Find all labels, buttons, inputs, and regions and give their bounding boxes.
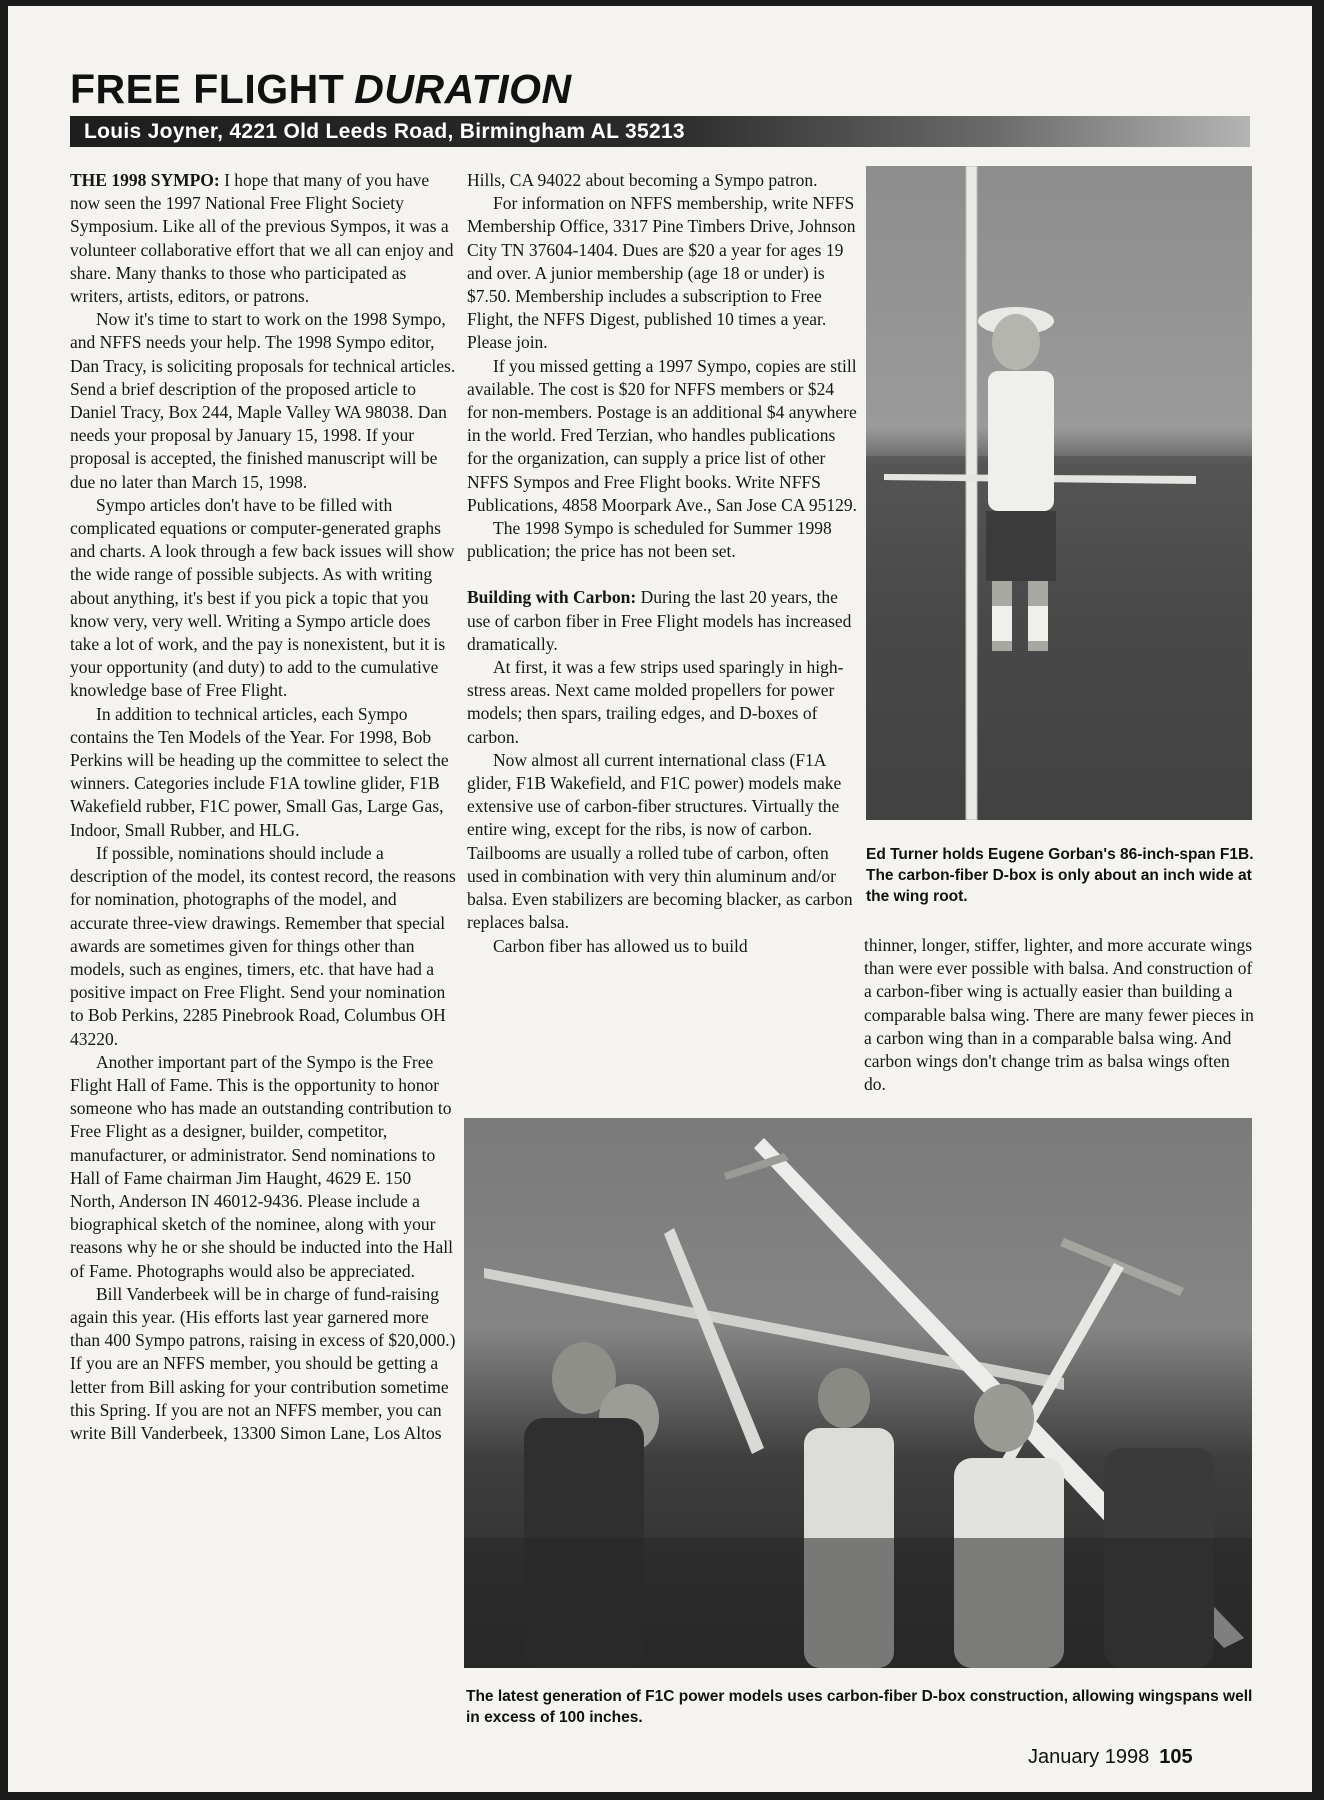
page-footer	[1028, 1746, 1193, 1769]
paragraph: At first, it was a few strips used sparingly in high-stress areas. Next came molded propellers for power models; then spars, trailing edges, and D-boxes of carbon.	[467, 657, 844, 747]
photo2-caption: The latest generation of F1C power models uses carbon-fiber D-box construction, allowing wingspans well in excess of 100 inches.	[466, 1688, 1253, 1726]
photo-f1c-power-models	[464, 1118, 1252, 1668]
photo-f1c-illustration	[464, 1118, 1252, 1668]
paragraph: Now it's time to start to work on the 1998 Sympo, and NFFS needs your help. The 1998 Sympo editor, Dan Tracy, is soliciting proposals for technical articles. Send a brief description of the proposed article to Daniel Tracy, Box 244, Maple Valley WA 98038. Dan needs your proposal by January 15, 1998. If your proposal is accepted, the finished manuscript will be due no later than March 15, 1998.	[70, 309, 456, 492]
article-column-2	[467, 169, 857, 958]
magazine-page	[8, 6, 1312, 1792]
article-column-3	[864, 934, 1254, 1096]
paragraph: Hills, CA 94022 about becoming a Sympo patron.	[467, 170, 818, 190]
paragraph: If you missed getting a 1997 Sympo, copies are still available. The cost is $20 for NFFS members or $24 for non-members. Postage is an additional $4 anywhere in the world. Fred Terzian, who handles publications for the organization, can supply a price list of other NFFS Sympos and Free Flight books. Write NFFS Publications, 4858 Moorpark Ave., San Jose CA 95129.	[467, 355, 858, 515]
paragraph: Bill Vanderbeek will be in charge of fund-raising again this year. (His efforts last year garnered more than 400 Sympo patrons, raising in excess of $20,000.) If you are an NFFS member, you should be getting a letter from Bill asking for your contribution sometime this Spring. If you are not an NFFS member, you can write Bill Vanderbeek, 13300 Simon Lane, Los Altos	[70, 1283, 456, 1443]
paragraph: Sympo articles don't have to be filled with complicated equations or computer-generated graphs and charts. A look through a few back issues will show the wide range of possible subjects. As with writing about anything, it's best if you pick a topic that you know very, very well. Writing a Sympo article does take a lot of work, and the pay is nonexistent, but it is your opportunity (and duty) to add to the cumulative knowledge base of Free Flight.	[70, 494, 455, 701]
paragraph: For information on NFFS membership, write NFFS Membership Office, 3317 Pine Timbers Drive, Johnson City TN 37604-1404. Dues are $20 a year for ages 19 and over. A junior membership (age 18 or under) is $7.50. Membership includes a subscription to Free Flight, the NFFS Digest, published 10 times a year. Please join.	[467, 193, 856, 353]
paragraph: thinner, longer, stiffer, lighter, and more accurate wings than were ever possible with balsa. And construction of a carbon-fiber wing is actually easier than building a comparable balsa wing. There are many fewer pieces in a carbon wing than in a comparable balsa wing. And carbon wings don't change trim as balsa wings often do.	[864, 935, 1254, 1095]
photo-ed-turner-f1b	[866, 166, 1252, 820]
page-number: 105	[1159, 1746, 1193, 1768]
section-lead: Building with Carbon:	[467, 587, 637, 608]
paragraph: THE 1998 SYMPO: I hope that many of you have now seen the 1997 National Free Flight Society Symposium. Like all of the previous Sympos, it was a volunteer collaborative effort that we all can enjoy and share. Many thanks to those who participated as writers, artists, editors, or patrons.	[70, 170, 454, 307]
photo-ed-turner-illustration	[866, 166, 1252, 820]
paragraph: Now almost all current international class (F1A glider, F1B Wakefield, and F1C power) models make extensive use of carbon-fiber structures. Virtually the entire wing, except for the ribs, is now of carbon. Tailbooms are usually a rolled tube of carbon, often used in combination with very thin aluminum and/or balsa. Even stabilizers are becoming blacker, as carbon replaces balsa.	[467, 749, 853, 933]
author-byline-bar	[70, 116, 1250, 147]
issue-date: January 1998	[1028, 1746, 1150, 1768]
paragraph: In addition to technical articles, each Sympo contains the Ten Models of the Year. For 1998, Bob Perkins will be heading up the committee to select the winners. Categories include F1A towline glider, F1B Wakefield rubber, F1C power, Small Gas, Large Gas, Indoor, Small Rubber, and HLG.	[70, 703, 449, 840]
paragraph: If possible, nominations should include a description of the model, its contest record, the reasons for nomination, photographs of the model, and accurate three-view drawings. Remember that special awards are sometimes given for things other than models, such as engines, timers, etc. that have had a positive impact on Free Flight. Send your nomination to Bob Perkins, 2285 Pinebrook Road, Columbus OH 43220.	[70, 842, 456, 1049]
paragraph: Building with Carbon: During the last 20 years, the use of carbon fiber in Free Flight models has increased dramatically.	[467, 587, 852, 654]
paragraph: The 1998 Sympo is scheduled for Summer 1998 publication; the price has not been set.	[467, 518, 832, 562]
column-headline	[70, 66, 572, 112]
author-byline: Louis Joyner, 4221 Old Leeds Road, Birmingham AL 35213	[84, 120, 685, 143]
headline-free-flight: FREE FLIGHT	[70, 66, 345, 112]
section-lead: THE 1998 SYMPO:	[70, 170, 220, 190]
paragraph: Another important part of the Sympo is the Free Flight Hall of Fame. This is the opportunity to honor someone who has made an outstanding contribution to Free Flight as a designer, builder, competitor, manufacturer, or administrator. Send nominations to Hall of Fame chairman Jim Haught, 4629 E. 150 North, Anderson IN 46012-9436. Please include a biographical sketch of the nominee, along with your reasons why he or she should be inducted into the Hall of Fame. Photographs would also be appreciated.	[70, 1051, 453, 1281]
article-column-1	[70, 169, 458, 1445]
headline-duration: DURATION	[354, 66, 572, 112]
paragraph: Carbon fiber has allowed us to build	[493, 935, 748, 956]
photo1-caption: Ed Turner holds Eugene Gorban's 86-inch-span F1B. The carbon-fiber D-box is only about an inch wide at the wing root.	[866, 846, 1254, 905]
